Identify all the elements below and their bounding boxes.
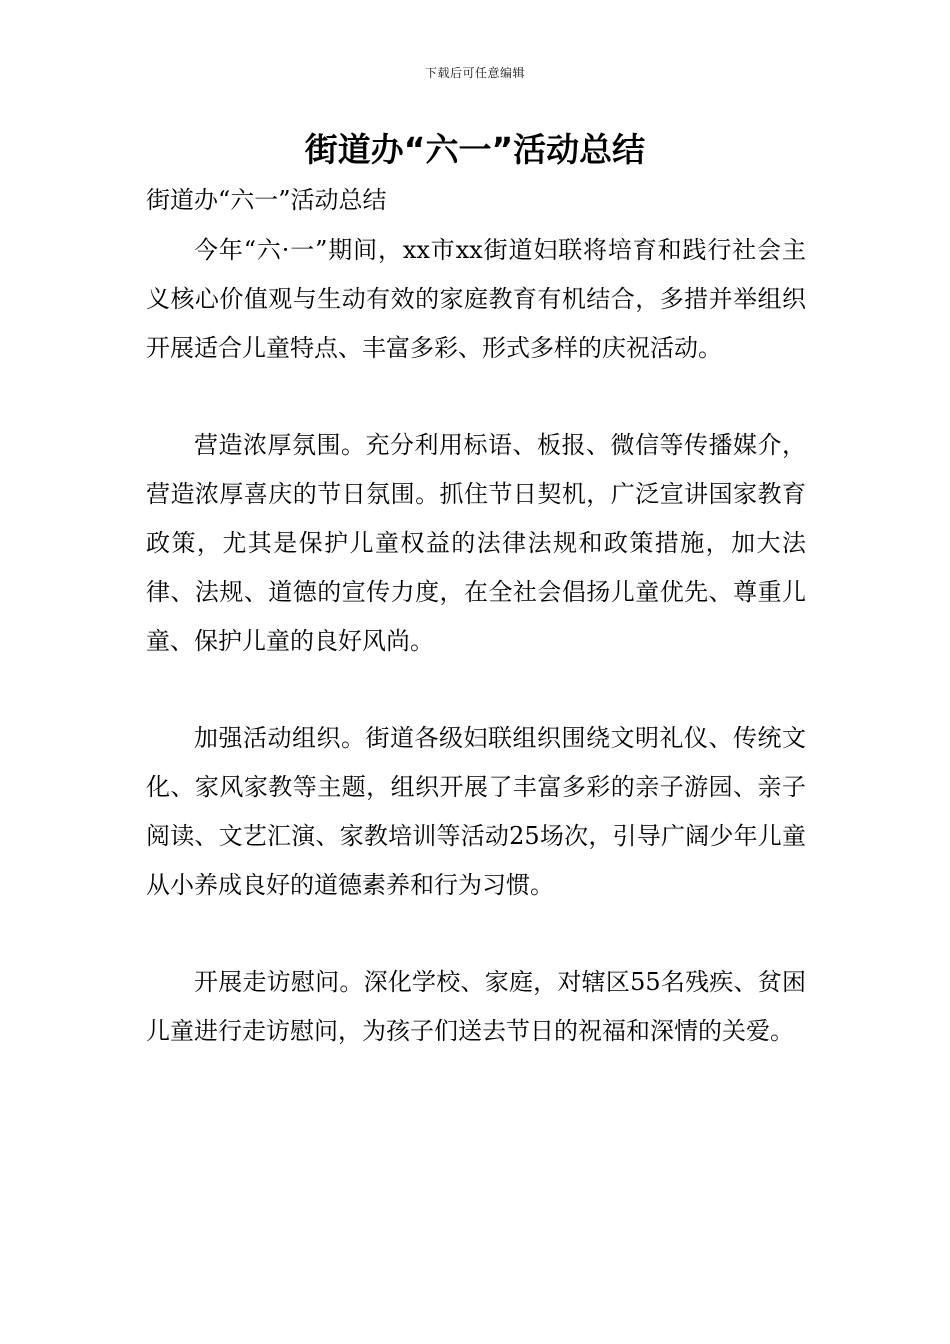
document-title: 街道办“六一”活动总结 [304, 130, 646, 169]
paragraph-visits: 开展走访慰问。深化学校、家庭，对辖区55名残疾、贫困儿童进行走访慰问，为孩子们送去节日的祝福和深情的关爱。 [146, 968, 806, 1045]
header-note: 下载后可任意编辑 [424, 66, 525, 80]
paragraph-intro: 今年“六·一”期间，xx市xx街道妇联将培育和践行社会主义核心价值观与生动有效的家庭教育有机结合，多措并举组织开展适合儿童特点、丰富多彩、形式多样的庆祝活动。 [146, 236, 806, 362]
document-body [146, 226, 806, 1104]
document-subtitle: 街道办“六一”活动总结 [146, 186, 387, 214]
paragraph-atmosphere: 营造浓厚氛围。充分利用标语、板报、微信等传播媒介，营造浓厚喜庆的节日氛围。抓住节日契机，广泛宣讲国家教育政策，尤其是保护儿童权益的法律法规和政策措施，加大法律、法规、道德的宣传力度，在全社会倡扬儿童优先、尊重儿童、保护儿童的良好风尚。 [146, 431, 806, 655]
paragraph-activities: 加强活动组织。街道各级妇联组织围绕文明礼仪、传统文化、家风家教等主题，组织开展了丰富多彩的亲子游园、亲子阅读、文艺汇演、家教培训等活动25场次，引导广阔少年儿童从小养成良好的道德素养和行为习惯。 [146, 724, 806, 899]
